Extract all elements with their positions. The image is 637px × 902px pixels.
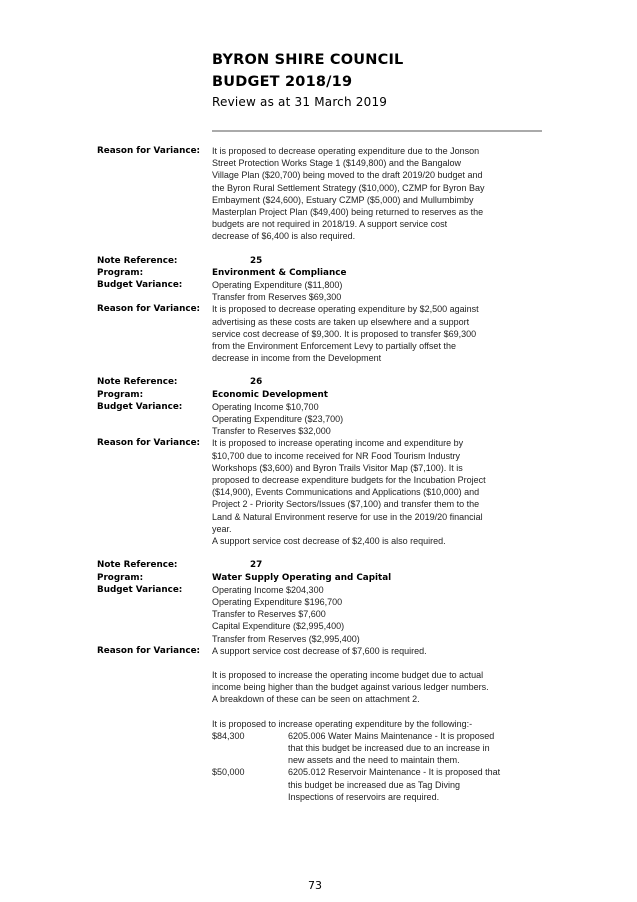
text-line: Operating Expenditure ($23,700) xyxy=(212,414,344,425)
text-line: Land & Natural Environment reserve for use in the 2019/20 financial xyxy=(212,511,483,522)
reason-label: Reason for Variance: xyxy=(97,645,201,656)
reason-label: Reason for Variance: xyxy=(97,438,201,449)
note-25-variance-row xyxy=(97,279,547,303)
note-26-variance-row xyxy=(97,401,547,438)
text-line: new assets and the need to maintain them. xyxy=(288,755,460,766)
budget-title: BUDGET 2018/19 xyxy=(212,74,353,90)
text-line: A support service cost decrease of $7,600 is required. xyxy=(212,645,427,656)
text-line: proposed to decrease expenditure budgets for the Incubation Project xyxy=(212,475,486,486)
program-label: Program: xyxy=(97,389,144,400)
note-label: Note Reference: xyxy=(97,560,178,571)
text-line: from the Environment Enforcement Levy to partially offset the xyxy=(212,341,456,352)
note-number: 25 xyxy=(250,255,263,266)
text-line: It is proposed to increase operating income and expenditure by xyxy=(212,438,464,449)
item-description xyxy=(288,766,543,803)
variance-text xyxy=(212,401,547,438)
reason-text xyxy=(212,437,547,547)
text-line: Capital Expenditure ($2,995,400) xyxy=(212,621,345,632)
text-line: Village Plan ($20,700) being moved to the draft 2019/20 budget and xyxy=(212,170,483,181)
header-divider xyxy=(212,130,542,132)
text-line: A support service cost decrease of $2,400 is also required. xyxy=(212,536,446,547)
council-name: BYRON SHIRE COUNCIL xyxy=(212,52,404,68)
text-line: Operating Income $10,700 xyxy=(212,401,319,412)
text-line: that this budget be increased due to an increase in xyxy=(288,742,490,753)
program-name: Economic Development xyxy=(212,389,328,400)
reason-label: Reason for Variance: xyxy=(97,304,201,315)
review-date: Review as at 31 March 2019 xyxy=(212,95,388,109)
text-line: service cost decrease of $9,300. It is proposed to transfer $69,300 xyxy=(212,328,477,339)
text-line: 6205.012 Reservoir Maintenance - It is proposed that xyxy=(288,767,501,778)
item-amount: $84,300 xyxy=(212,730,245,741)
budget-variance-label: Budget Variance: xyxy=(97,584,183,595)
text-line: year. xyxy=(212,523,232,534)
note-25-reason-row xyxy=(97,303,547,364)
note-number: 27 xyxy=(250,560,263,571)
text-line: budgets are not required in 2018/19. A support service cost xyxy=(212,219,448,230)
note-27-reason-row xyxy=(97,645,547,803)
text-line: Embayment ($24,600), Estuary CZMP ($5,000) and Mullumbimby xyxy=(212,194,474,205)
expenditure-intro: It is proposed to increase operating expenditure by the following:- xyxy=(212,718,473,729)
note-26-program-row xyxy=(97,389,547,401)
document-body xyxy=(97,145,547,803)
text-line: income being higher than the budget against various ledger numbers. xyxy=(212,682,489,693)
program-name: Water Supply Operating and Capital xyxy=(212,572,392,583)
text-line: advertising as these costs are taken up elsewhere and a support xyxy=(212,316,470,327)
text-line: It is proposed to decrease operating expenditure due to the Jonson xyxy=(212,146,480,156)
expenditure-item xyxy=(212,730,547,767)
text-line: It is proposed to increase the operating income budget due to actual xyxy=(212,669,484,680)
note-25-program-row xyxy=(97,267,547,279)
variance-text xyxy=(212,584,547,645)
note-27-reference-row xyxy=(97,559,547,571)
note-27-program-row xyxy=(97,572,547,584)
text-line: 6205.006 Water Mains Maintenance - It is proposed xyxy=(288,730,495,741)
text-line: Transfer from Reserves ($2,995,400) xyxy=(212,633,360,644)
program-label: Program: xyxy=(97,267,144,278)
text-line: decrease of $6,400 is also required. xyxy=(212,231,356,242)
budget-variance-label: Budget Variance: xyxy=(97,401,183,412)
text-line: Operating Income $204,300 xyxy=(212,584,324,595)
note-25-reference-row xyxy=(97,255,547,267)
note-26-reason-row xyxy=(97,437,547,547)
text-line: Project 2 - Priority Sectors/Issues ($7,100) and transfer them to the xyxy=(212,499,480,510)
item-amount: $50,000 xyxy=(212,767,245,778)
note-26-reference-row xyxy=(97,376,547,388)
reason-text xyxy=(212,303,547,364)
reason-label: Reason for Variance: xyxy=(97,146,201,156)
intro-reason-row xyxy=(97,145,547,243)
text-line: It is proposed to decrease operating expenditure by $2,500 against xyxy=(212,304,479,315)
program-label: Program: xyxy=(97,572,144,583)
note-27-variance-row xyxy=(97,584,547,645)
text-line: Inspections of reservoirs are required. xyxy=(288,791,440,802)
text-line: decrease in income from the Development xyxy=(212,353,382,364)
text-line: A breakdown of these can be seen on attachment 2. xyxy=(212,694,420,705)
budget-variance-label: Budget Variance: xyxy=(97,280,183,291)
text-line: Transfer to Reserves $32,000 xyxy=(212,426,331,437)
item-description xyxy=(288,730,543,767)
text-line: ($14,900), Events Communications and Applications ($10,000) and xyxy=(212,487,480,498)
note-label: Note Reference: xyxy=(97,255,178,266)
text-line: the Byron Rural Settlement Strategy ($10,000), CZMP for Byron Bay xyxy=(212,182,485,193)
page-number: 73 xyxy=(308,879,322,892)
note-number: 26 xyxy=(250,377,263,388)
expenditure-item xyxy=(212,766,547,803)
variance-text xyxy=(212,279,547,303)
note-label: Note Reference: xyxy=(97,377,178,388)
text-line: $10,700 due to income received for NR Food Tourism Industry xyxy=(212,450,460,461)
text-line: Operating Expenditure $196,700 xyxy=(212,596,343,607)
text-line: Transfer from Reserves $69,300 xyxy=(212,292,342,303)
text-line: Street Protection Works Stage 1 ($149,800) and the Bangalow xyxy=(212,158,461,169)
text-line: Operating Expenditure ($11,800) xyxy=(212,280,343,291)
program-name: Environment & Compliance xyxy=(212,267,347,278)
intro-reason-text xyxy=(212,145,547,243)
text-line: this budget be increased due as Tag Diving xyxy=(288,779,460,790)
text-line: Masterplan Project Plan ($49,400) being returned to reserves as the xyxy=(212,207,484,218)
text-line: Workshops ($3,600) and Byron Trails Visitor Map ($7,100). It is xyxy=(212,462,463,473)
text-line: Transfer to Reserves $7,600 xyxy=(212,609,326,620)
reason-text xyxy=(212,645,547,803)
